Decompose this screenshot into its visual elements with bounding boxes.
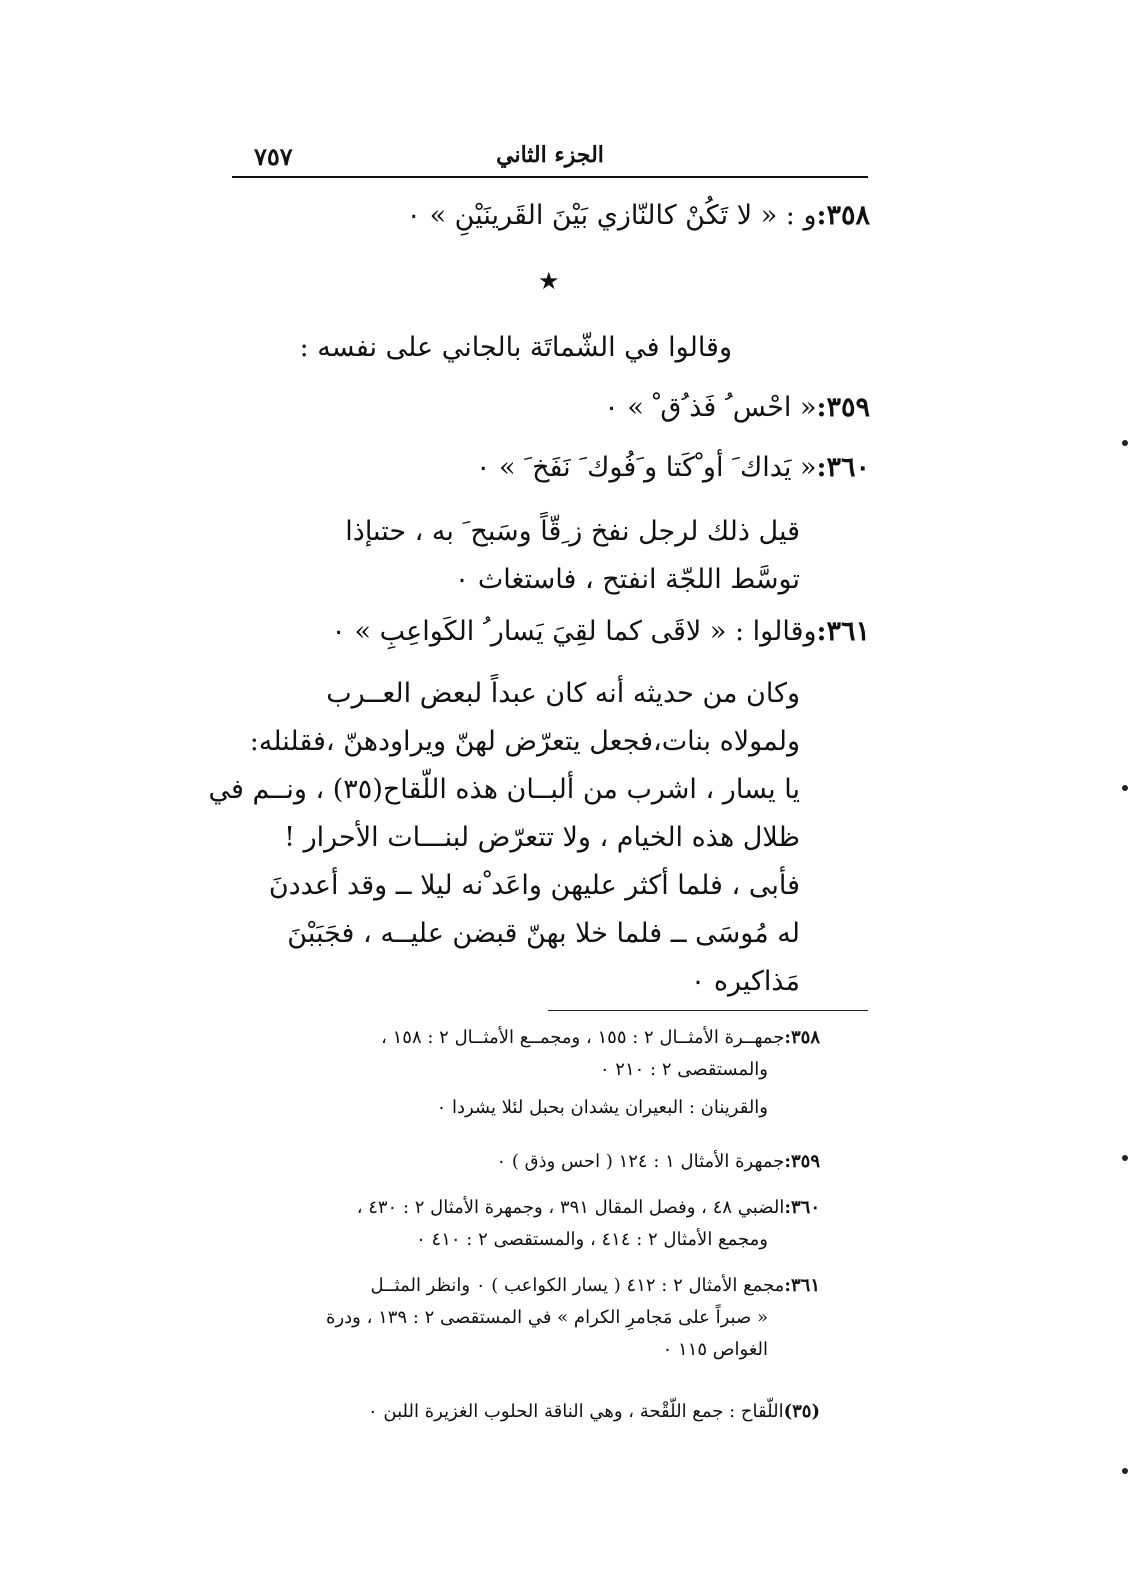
entry-360-note [345,508,800,604]
entry-number: ٣٥٨: [816,200,870,231]
entry-number: ٣٦٠: [816,452,870,483]
paragraph-line: فأبى ، فلما أكثر عليهن واعَد ْنه ليلا ــ وقد أعددنَ [268,870,800,901]
footnote-number: ٣٦٠: [784,1197,820,1218]
entry-text: « يَداك َ أو ْكَتا و َفُوك َ نَفَخ َ » ٠ [475,452,817,483]
footnote-line: الغواص ١١٥ ٠ [662,1339,768,1360]
paragraph-line: وكان من حديثه أنه كان عبداً لبعض العــرب [326,678,800,709]
page-number: ٧٥٧ [254,142,293,171]
scan-dot [1122,1155,1128,1161]
entry-number: ٣٦١: [816,616,870,647]
entry-360 [476,448,870,488]
footnote-line: ٣٦١:مجمع الأمثال ٢ : ٤١٢ ( يسار الكواعب ) ٠ وانظر المثــل [370,1275,820,1296]
paragraph-line: له مُوسَى ــ فلما خلا بهنّ قبضن عليــه ، فجَبَبْنَ [287,918,800,949]
footnote-line: « صبراً على مَجامرِ الكرام » في المستقصى ٢ : ١٣٩ ، ودرة [326,1307,768,1328]
footnote-line: (٣٥)اللّقاح : جمع اللّقْحة ، وهي الناقة الحلوب الغزيرة اللبن ٠ [368,1401,820,1422]
footnote-line: ٣٥٨:جمهــرة الأمثــال ٢ : ١٥٥ ، ومجمــع الأمثــال ٢ : ١٥٨ ، [381,1027,820,1048]
footnote-line: ٣٥٩:جمهرة الأمثال ١ : ١٢٤ ( احس وذق ) ٠ [496,1151,820,1172]
paragraph-line: ظلال هذه الخيام ، ولا تتعرّض لبنـــات الأحرار ! [284,822,800,853]
paragraph-line: يا يسار ، اشرب من ألبــان هذه اللّقاح(٣٥) ، ونــم في [208,774,800,805]
paragraph-line: قيل ذلك لرجل نفخ ز ِقّاً وسَبح َ به ، حتىإذا [345,516,800,547]
footnote-number: ٣٦١: [784,1275,820,1296]
paragraph-line: مَذاكيره ٠ [690,966,800,997]
entry-361 [331,612,870,652]
footnote-line: والمستقصى ٢ : ٢١٠ ٠ [599,1059,768,1080]
section-star-icon: ★ [538,267,560,295]
footnote-35 [368,1396,820,1428]
footnote-360 [357,1192,820,1256]
footnote-number: ٣٥٩: [784,1151,820,1172]
paragraph-line: ولمولاه بنات،فجعل يتعرّض لهنّ ويراودهنّ ،فقلنله: [249,726,800,757]
entry-358 [406,196,870,236]
entry-text: « احْس ُ فَذ ُق ْ » ٠ [604,392,817,423]
footnote-line: ٣٦٠:الضبي ٤٨ ، وفصل المقال ٣٩١ ، وجمهرة الأمثال ٢ : ٤٣٠ ، [356,1197,820,1218]
running-head: الجزء الثاني [496,142,604,168]
entry-number: ٣٥٩: [816,392,870,423]
footnote-number: (٣٥) [783,1401,820,1422]
page-header [232,140,868,176]
footnote-358 [381,1022,820,1124]
footnote-361 [326,1270,820,1366]
scan-dot [1122,785,1128,791]
footnote-rule [548,1010,868,1011]
paragraph-line: توسَّط اللجّة انفتح ، فاستغاث ٠ [454,564,800,595]
footnote-note: والقرينان : البعيران يشدان بحبل لئلا يشردا ٠ [436,1097,768,1118]
scan-dot [1122,1468,1128,1474]
header-rule [232,176,868,178]
scan-dot [1122,440,1128,446]
entry-text: وقالوا : « لاقَى كما لقِيَ يَسار ُ الكَواعِبِ » ٠ [331,616,817,647]
footnote-line: ومجمع الأمثال ٢ : ٤١٤ ، والمستقصى ٢ : ٤١٠ ٠ [416,1229,768,1250]
entry-text: و : « لا تَكُنْ كالنّازي بَيْنَ القَرينَيْنِ » ٠ [406,200,817,231]
section-intro: وقالوا في الشّماتَة بالجاني على نفسه : [299,332,732,363]
footnote-359 [497,1146,821,1178]
entry-359 [604,388,870,428]
footnote-number: ٣٥٨: [784,1027,820,1048]
entry-361-story [209,670,800,1006]
